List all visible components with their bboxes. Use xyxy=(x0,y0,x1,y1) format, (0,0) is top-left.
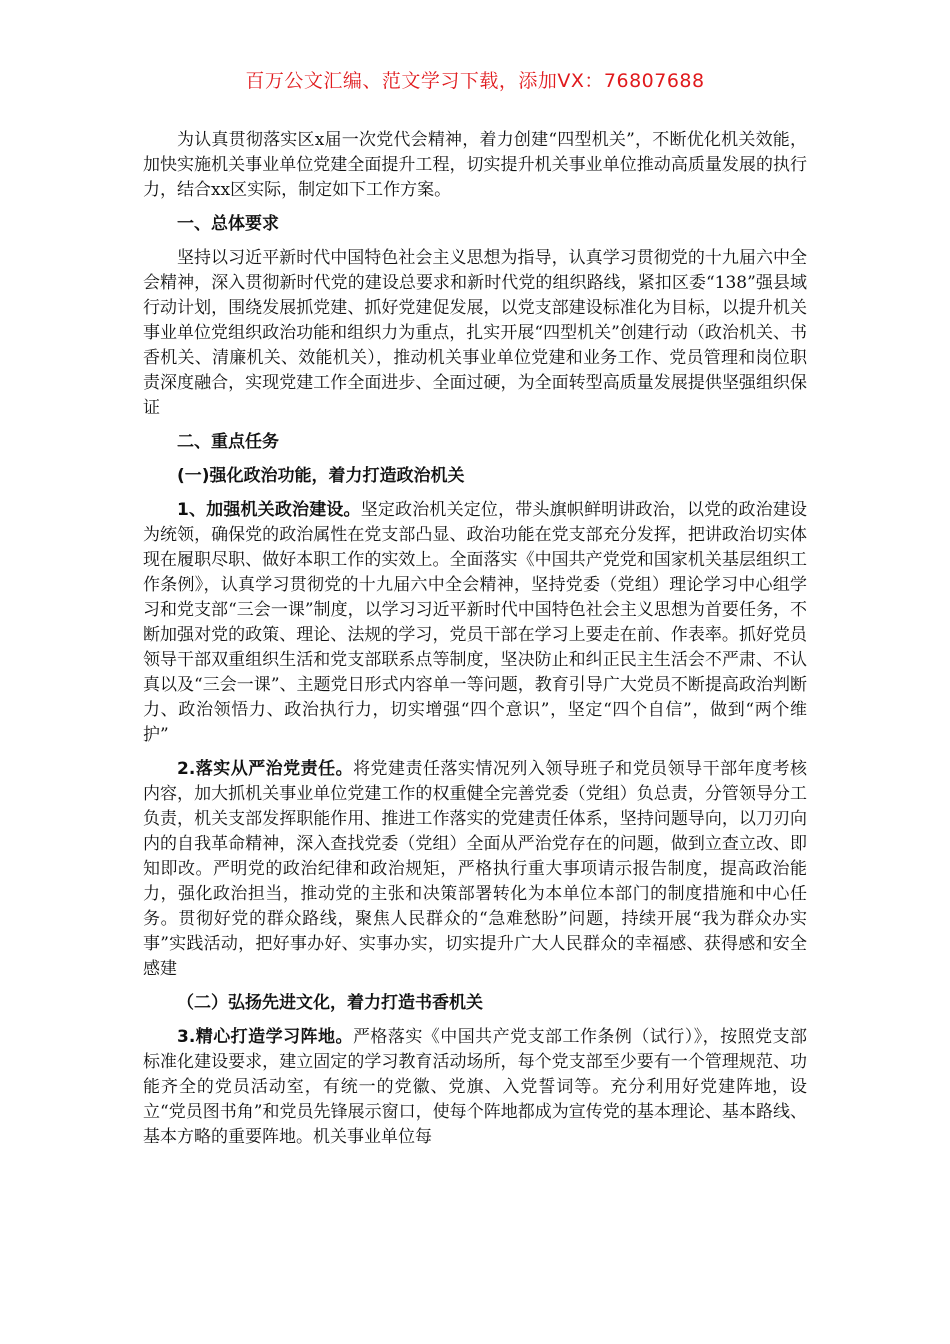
general-requirements-paragraph: 坚持以习近平新时代中国特色社会主义思想为指导，认真学习贯彻党的十九届六中全会精神，深入贯彻新时代党的建设总要求和新时代党的组织路线，紧扣区委“138”强县域行动计划，围绕发展抓党建、抓好党建促发展，以党支部建设标准化为目标，以提升机关事业单位党组织政治功能和组织力为重点，扎实开展“四型机关”创建行动（政治机关、书香机关、清廉机关、效能机关），推动机关事业单位党建和业务工作、党员管理和岗位职责深度融合，实现党建工作全面进步、全面过硬，为全面转型高质量发展提供坚强组织保证 xyxy=(143,248,807,418)
task-2-body: 将党建责任落实情况列入领导班子和党员领导干部年度考核内容，加大抓机关事业单位党建工作的权重健全完善党委（党组）负总责，分管领导分工负责，机关支部发挥职能作用、推进工作落实的党建责任体系，坚持问题导向，以刀刃向内的自我革命精神，深入查找党委（党组）全面从严治党存在的问题，做到立查立改、即知即改。严明党的政治纪律和政治规矩，严格执行重大事项请示报告制度，提高政治能力，强化政治担当，推动党的主张和决策部署转化为本单位本部门的制度措施和中心任务。贯彻好党的群众路线，聚焦人民群众的“急难愁盼”问题，持续开展“我为群众办实事”实践活动，把好事办好、实事办实，切实提升广大人民群众的幸福感、获得感和安全感建 xyxy=(143,759,807,979)
task-3-title: 3.精心打造学习阵地。 xyxy=(177,1027,353,1047)
task-3-paragraph xyxy=(143,1025,807,1150)
subsection-heading-political-organ: (一)强化政治功能，着力打造政治机关 xyxy=(177,466,465,486)
intro-paragraph: 为认真贯彻落实区x届一次党代会精神，着力创建“四型机关”，不断优化机关效能，加快实施机关事业单位党建全面提升工程，切实提升机关事业单位推动高质量发展的执行力，结合xx区实际，制定如下工作方案。 xyxy=(143,130,807,200)
section-heading-key-tasks: 二、重点任务 xyxy=(177,432,279,452)
subsection-heading-scholarly-organ: （二）弘扬先进文化，着力打造书香机关 xyxy=(177,993,483,1013)
task-1-body: 坚定政治机关定位，带头旗帜鲜明讲政治，以党的政治建设为统领，确保党的政治属性在党支部凸显、政治功能在党支部充分发挥，把讲政治切实体现在履职尽职、做好本职工作的实效上。全面落实《中国共产党党和国家机关基层组织工作条例》，认真学习贯彻党的十九届六中全会精神，坚持党委（党组）理论学习中心组学习和党支部“三会一课”制度，以学习习近平新时代中国特色社会主义思想为首要任务，不断加强对党的政策、理论、法规的学习，党员干部在学习上要走在前、作表率。抓好党员领导干部双重组织生活和党支部联系点等制度，坚决防止和纠正民主生活会不严肃、不认真以及“三会一课”、主题党日形式内容单一等问题，教育引导广大党员不断提高政治判断力、政治领悟力、政治执行力，切实增强“四个意识”，坚定“四个自信”，做到“两个维护” xyxy=(143,500,807,745)
task-2-title: 2.落实从严治党责任。 xyxy=(177,759,354,779)
header-banner: 百万公文汇编、范文学习下载，添加VX：76807688 xyxy=(245,70,705,92)
task-1-title: 1、加强机关政治建设。 xyxy=(177,500,361,520)
document-body xyxy=(143,128,807,1150)
task-3-body: 严格落实《中国共产党支部工作条例（试行）》，按照党支部标准化建设要求，建立固定的学习教育活动场所，每个党支部至少要有一个管理规范、功能齐全的党员活动室，有统一的党徽、党旗、入党誓词等。充分利用好党建阵地，设立“党员图书角”和党员先锋展示窗口，使每个阵地都成为宣传党的基本理论、基本路线、基本方略的重要阵地。机关事业单位每 xyxy=(143,1027,807,1147)
section-heading-general-requirements: 一、总体要求 xyxy=(177,214,279,234)
task-2-paragraph xyxy=(143,757,807,982)
task-1-paragraph xyxy=(143,498,807,748)
